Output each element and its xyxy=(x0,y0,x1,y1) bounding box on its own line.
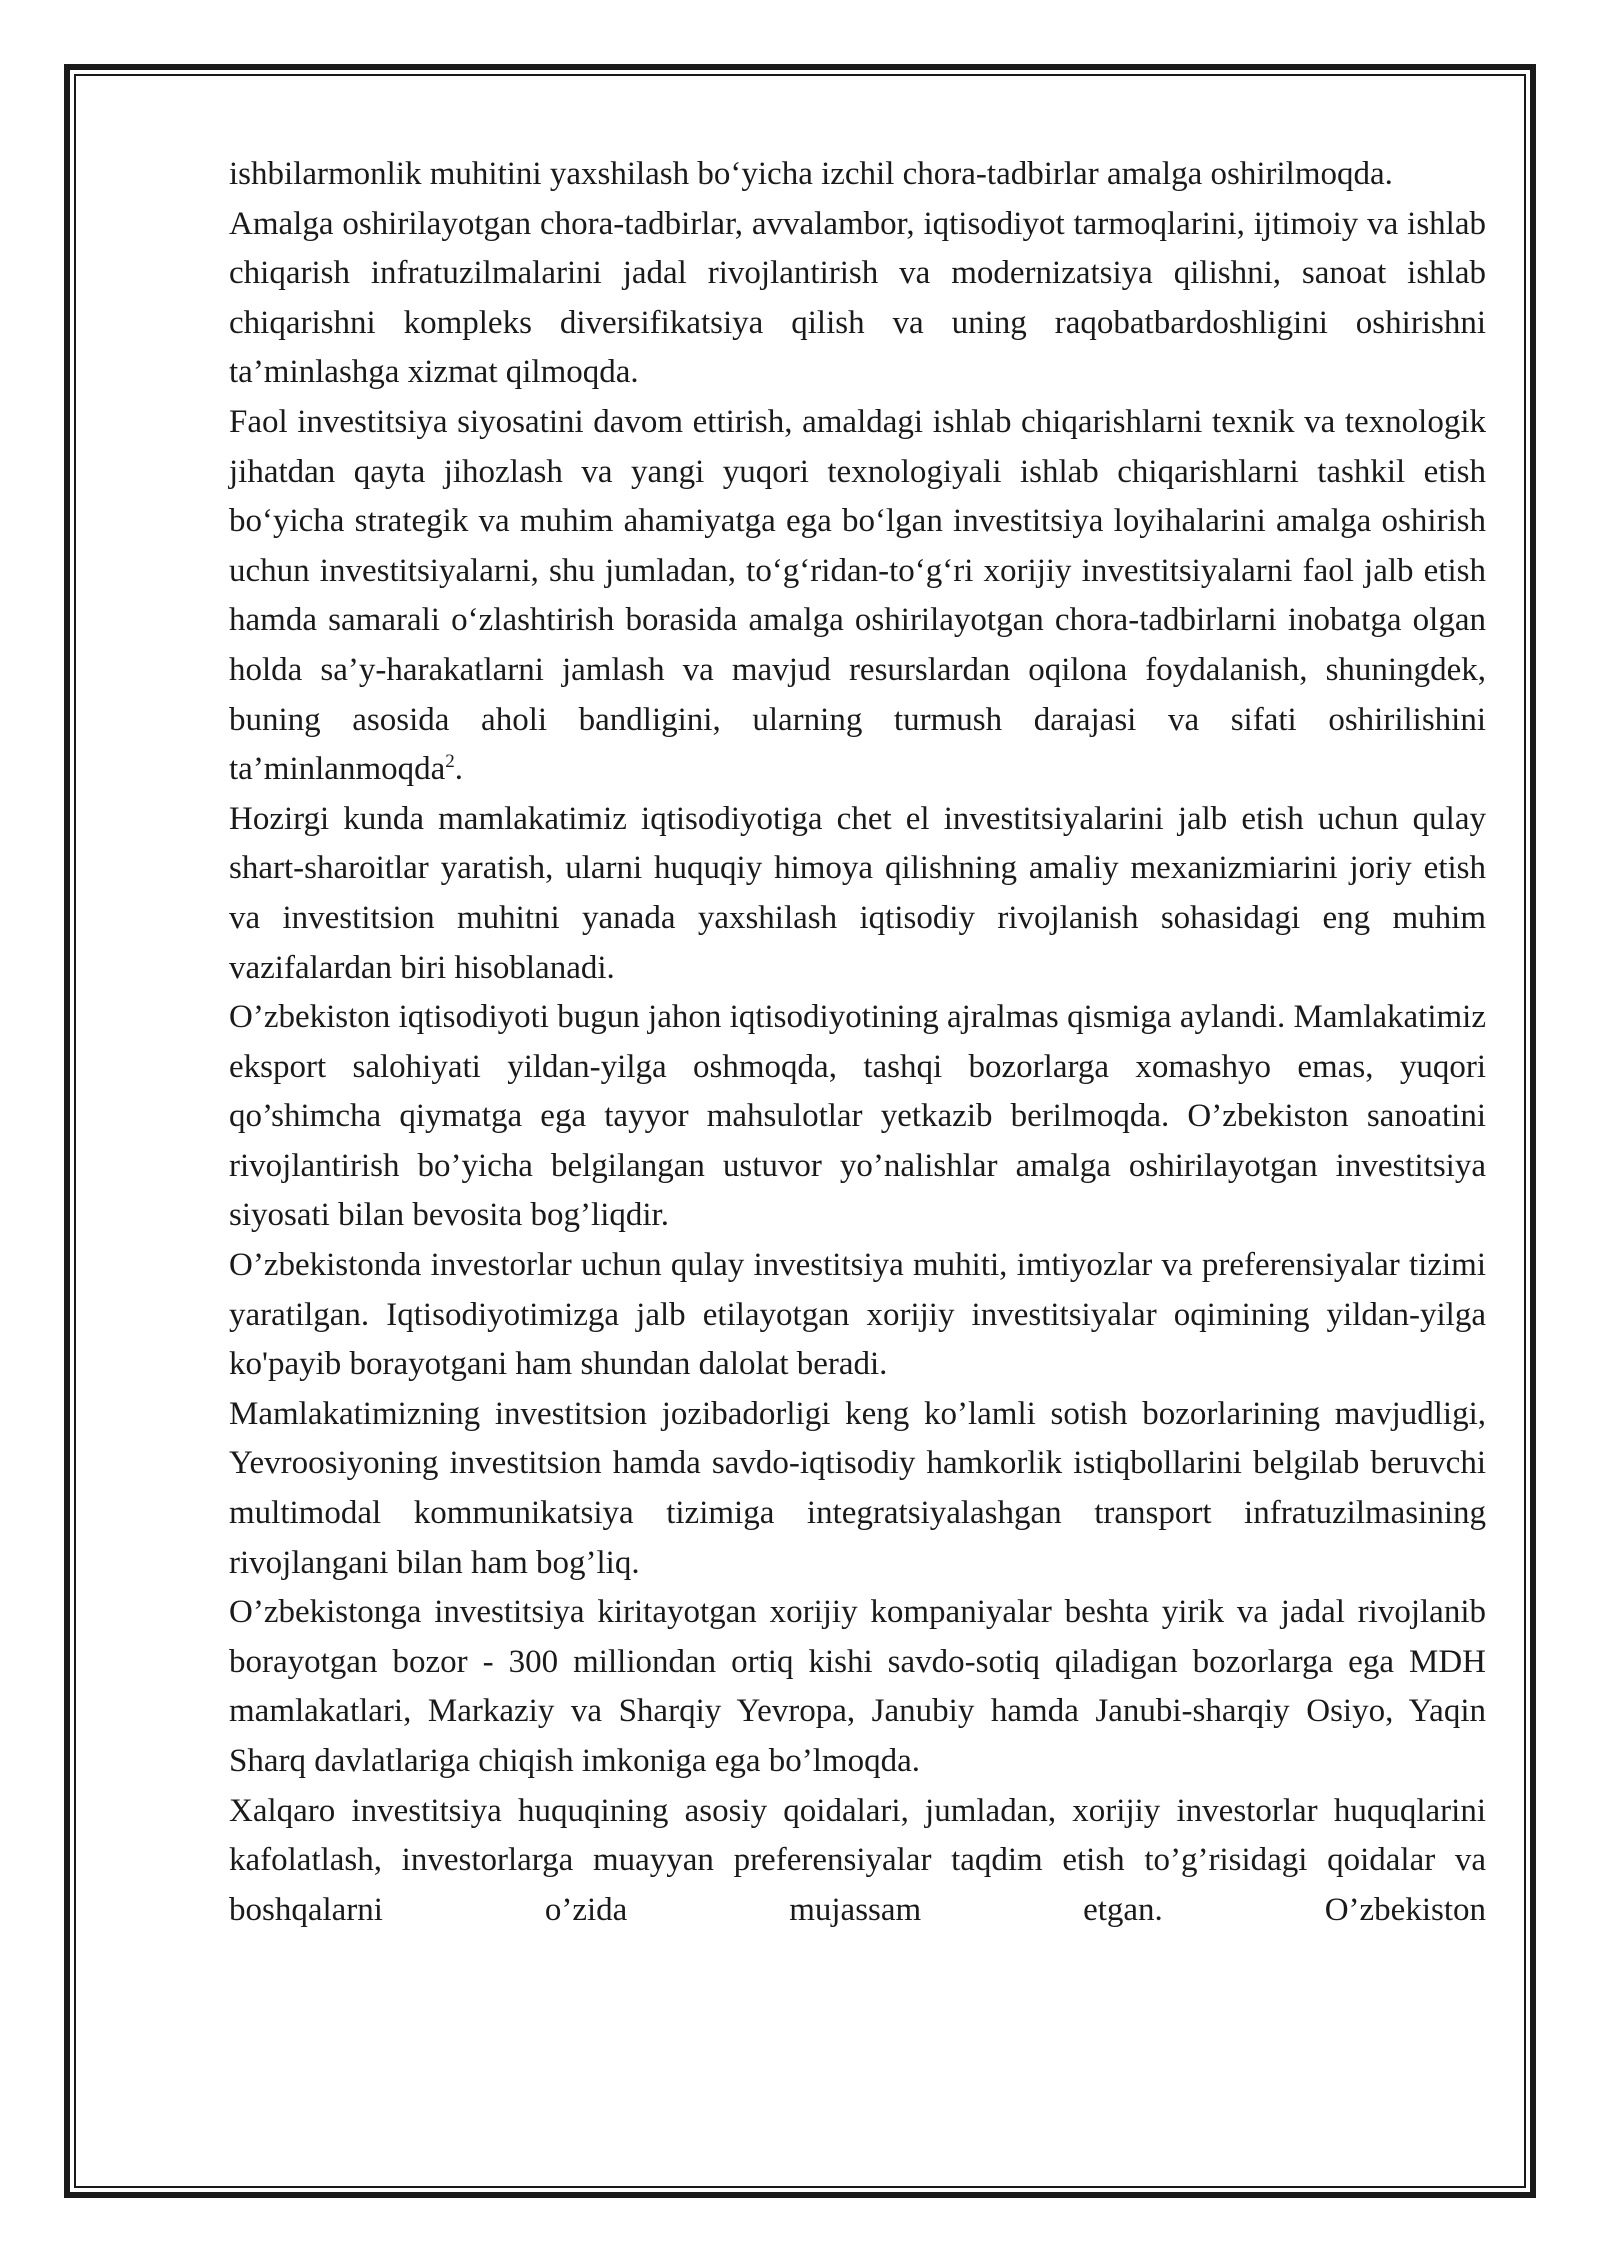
paragraph: O’zbekistonda investorlar uchun qulay investitsiya muhiti, imtiyozlar va preferensiyalar tizimi yaratilgan. Iqtisodiyotimizga jalb etilayotgan xorijiy investitsiyalar oqimining yildan-yilga ko'payib borayotgani ham shundan dalolat beradi. xyxy=(229,1247,1486,1383)
paragraph-text: Faol investitsiya siyosatini davom ettirish, amaldagi ishlab chiqarishlarni texnik va texnologik jihatdan qayta jihozlash va yangi yuqori texnologiyali ishlab chiqarishlarni tashkil etish bo‘yicha strategik va muhim ahamiyatga ega bo‘lgan investitsiya loyihalarini amalga oshirish uchun investitsiyalarni, shu jumladan, to‘g‘ridan-to‘g‘ri xorijiy investitsiyalarni faol jalb etish hamda samarali o‘zlashtirish borasida amalga oshirilayotgan chora-tadbirlarni inobatga olgan holda sa’y-harakatlarni jamlash va mavjud resurslardan oqilona foydalanish, shuningdek, buning asosida aholi bandligini, ularning turmush darajasi va sifati oshirilishini ta’minlanmoqda xyxy=(229,403,1486,788)
paragraph-continued: Xalqaro investitsiya huquqining asosiy qoidalari, jumladan, xorijiy investorlar huquqlarini kafolatlash, investorlarga muayyan preferensiyalar taqdim etish to’g’risidagi qoidalar va boshqalarni o’zida mujassam etgan. O’zbekiston xyxy=(229,1792,1486,1928)
paragraph: O’zbekiston iqtisodiyoti bugun jahon iqtisodiyotining ajralmas qismiga aylandi. Mamlakatimiz eksport salohiyati yildan-yilga oshmoqda, tashqi bozorlarga xomashyo emas, yuqori qo’shimcha qiymatga ega tayyor mahsulotlar yetkazib berilmoqda. O’zbekiston sanoatini rivojlantirish bo’yicha belgilangan ustuvor yo’nalishlar amalga oshirilayotgan investitsiya siyosati bilan bevosita bog’liqdir. xyxy=(229,999,1486,1234)
paragraph: Hozirgi kunda mamlakatimiz iqtisodiyotiga chet el investitsiyalarini jalb etish uchun qulay shart-sharoitlar yaratish, ularni huquqiy himoya qilishning amaliy mexanizmiarini joriy etish va investitsion muhitni yanada yaxshilash iqtisodiy rivojlanish sohasidagi eng muhim vazifalardan biri hisoblanadi. xyxy=(229,800,1486,986)
paragraph: Amalga oshirilayotgan chora-tadbirlar, avvalambor, iqtisodiyot tarmoqlarini, ijtimoiy va ishlab chiqarish infratuzilmalarini jadal rivojlantirish va modernizatsiya qilishni, sanoat ishlab chiqarishni kompleks diversifikatsiya qilish va uning raqobatbardoshligini oshirishni ta’minlashga xizmat qilmoqda. xyxy=(229,205,1486,391)
paragraph xyxy=(229,398,1486,795)
document-body xyxy=(229,150,1486,1935)
paragraph: Mamlakatimizning investitsion jozibadorligi keng ko’lamli sotish bozorlarining mavjudligi, Yevroosiyoning investitsion hamda savdo-iqtisodiy hamkorlik istiqbollarini belgilab beruvchi multimodal kommunikatsiya tizimiga integratsiyalashgan transport infratuzilmasining rivojlangani bilan ham bog’liq. xyxy=(229,1395,1486,1581)
paragraph-text-tail: . xyxy=(454,751,464,788)
paragraph: ishbilarmonlik muhitini yaxshilash bo‘yicha izchil chora-tadbirlar amalga oshirilmoqda. xyxy=(229,156,1393,192)
footnote-reference[interactable]: 2 xyxy=(445,751,455,773)
paragraph: O’zbekistonga investitsiya kiritayotgan xorijiy kompaniyalar beshta yirik va jadal rivojlanib borayotgan bozor - 300 milliondan ortiq kishi savdo-sotiq qiladigan bozorlarga ega MDH mamlakatlari, Markaziy va Sharqiy Yevropa, Janubiy hamda Janubi-sharqiy Osiyo, Yaqin Sharq davlatlariga chiqish imkoniga ega bo’lmoqda. xyxy=(229,1594,1486,1779)
